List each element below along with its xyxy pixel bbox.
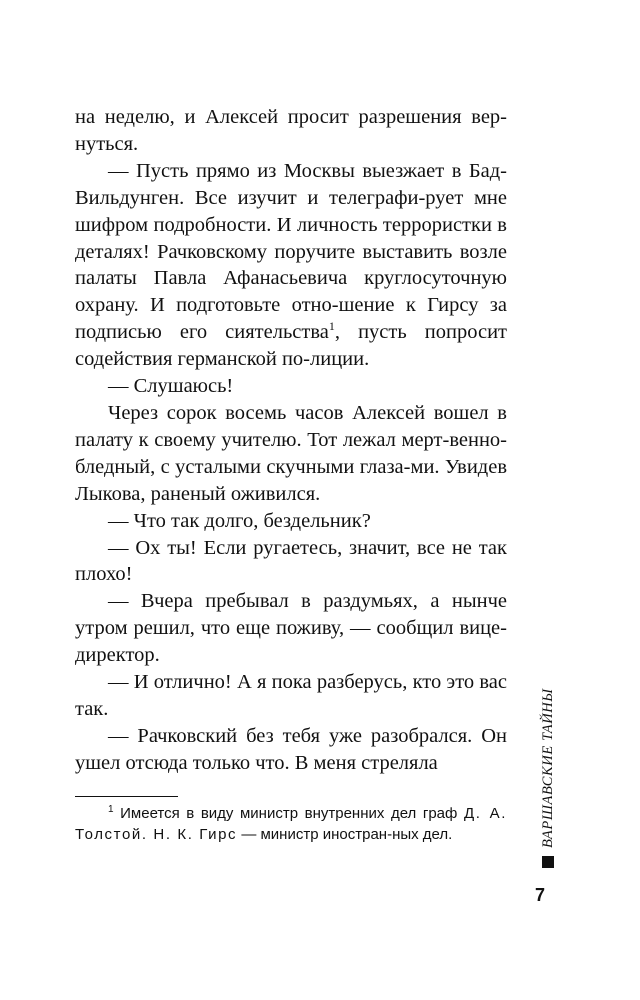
footnote-divider bbox=[75, 796, 178, 797]
footnote-names: Д. А. Толстой. Н. К. Гирс bbox=[75, 805, 508, 843]
square-marker-icon bbox=[542, 856, 554, 868]
footnote-number: 1 bbox=[108, 804, 114, 815]
paragraph-1 bbox=[75, 104, 507, 158]
paragraph-text: — И отлично! А я пока разберусь, кто это вас так. bbox=[75, 671, 507, 720]
paragraph-6 bbox=[75, 535, 507, 589]
paragraph-text: на неделю, и Алексей просит разрешения вер-нуться. bbox=[75, 106, 507, 155]
paragraph-4 bbox=[75, 400, 507, 508]
page-number: 7 bbox=[534, 885, 545, 905]
footnote bbox=[75, 803, 507, 845]
paragraph-7 bbox=[75, 588, 507, 669]
running-head bbox=[538, 658, 558, 868]
footnote-paragraph bbox=[75, 803, 507, 845]
paragraph-text: — Рачковский без тебя уже разобрался. Он ушел отсюда только что. В меня стреляла bbox=[75, 724, 507, 774]
paragraph-9 bbox=[75, 723, 507, 777]
paragraph-text: — Пусть прямо из Москвы выезжает в Бад-Вильдунген. Все изучит и телеграфи-рует мне шифром подробности. И личность террористки в деталях! Рачковскому поручите выставить возле палаты Павла Афанасьевича круглосуточную охрану. И подготовьте отно-шение к Гирсу за подписью его сиятельства bbox=[75, 159, 507, 344]
paragraph-text: Через сорок восемь часов Алексей вошел в палату к своему учителю. Тот лежал мерт-венно-бледный, с усталыми скучными глаза-ми. Увидев Лыкова, раненый оживился. bbox=[75, 401, 507, 505]
paragraph-text: — Ох ты! Если ругаетесь, значит, все не так плохо! bbox=[75, 536, 507, 586]
paragraph-tail: , пусть попросит содействия германской по-лиции. bbox=[75, 321, 508, 371]
footnote-ref: 1 bbox=[328, 319, 335, 334]
footnote-text-before: Имеется в виду министр внутренних дел граф bbox=[113, 805, 458, 822]
paragraph-text: — Что так долго, бездельник? bbox=[108, 509, 371, 532]
body-text bbox=[75, 104, 507, 777]
paragraph-text: — Вчера пребывал в раздумьях, а нынче утром решил, что еще поживу, — сообщил вице-директор. bbox=[75, 590, 507, 667]
paragraph-2 bbox=[75, 158, 507, 373]
footnote-text-after: — министр иностран-ных дел. bbox=[237, 826, 453, 843]
running-head-title: ВАРШАВСКИЕ ТАЙНЫ bbox=[539, 688, 556, 848]
paragraph-text: — Слушаюсь! bbox=[108, 375, 234, 398]
paragraph-3 bbox=[75, 373, 507, 400]
paragraph-5 bbox=[75, 508, 507, 535]
paragraph-8 bbox=[75, 669, 507, 723]
